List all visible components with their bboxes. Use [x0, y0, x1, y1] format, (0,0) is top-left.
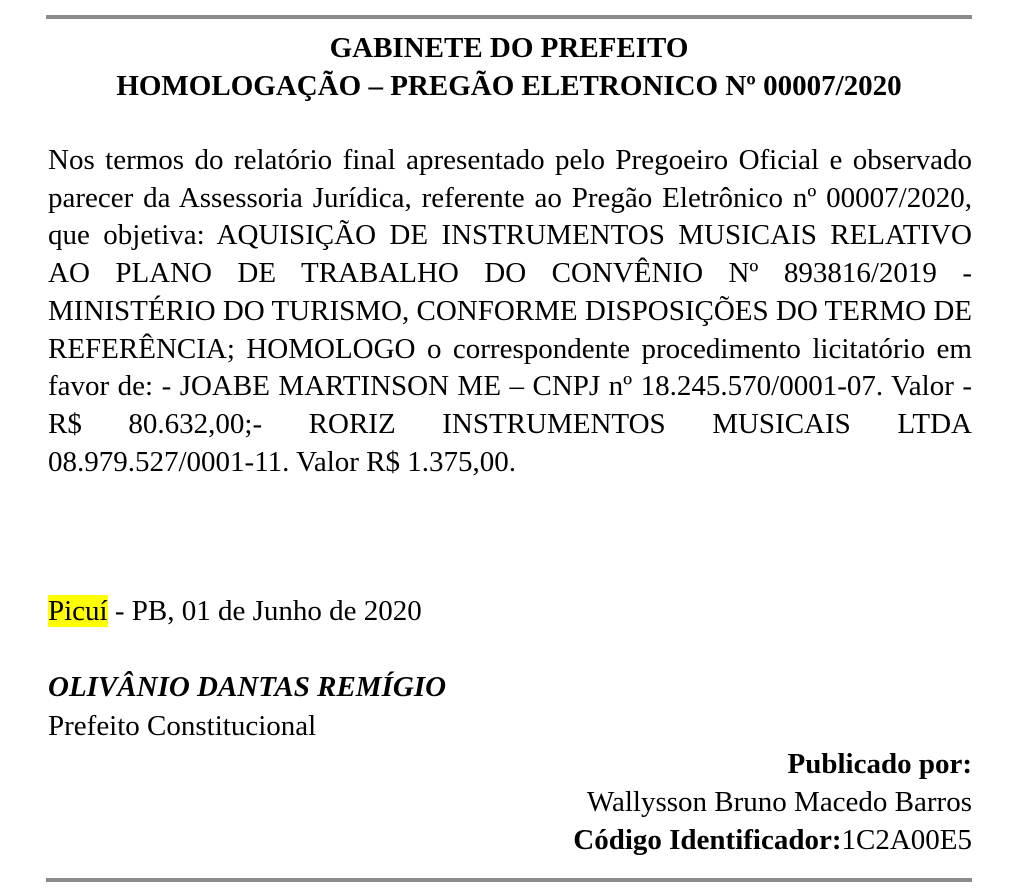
- top-divider: [46, 15, 972, 19]
- homologation-paragraph: Nos termos do relatório final apresentado pelo Pregoeiro Oficial e observado parecer da Assessoria Jurídica, referente ao Pregão Eletrônico nº 00007/2020, que objetiva: AQUISIÇÃO DE INSTRUMENTOS MUSICAIS RELATIVO AO PLANO DE TRABALHO DO CONVÊNIO Nº 893816/2019 - MINISTÉRIO DO TURISMO, CONFORME DISPOSIÇÕES DO TERMO DE REFERÊNCIA; HOMOLOGO o correspondente procedimento licitatório em favor de: - JOABE MARTINSON ME – CNPJ nº 18.245.570/0001-07. Valor - R$ 80.632,00;- RORIZ INSTRUMENTOS MUSICAIS LTDA 08.979.527/0001-11. Valor R$ 1.375,00.: [48, 144, 972, 478]
- publisher-name: Wallysson Bruno Macedo Barros: [586, 786, 972, 818]
- header-homologation-title: HOMOLOGAÇÃO – PREGÃO ELETRONICO Nº 00007/2020: [116, 70, 902, 102]
- identifier-code-value: 1C2A00E5: [841, 824, 972, 856]
- signer-role: Prefeito Constitucional: [48, 710, 317, 742]
- signer-name: OLIVÂNIO DANTAS REMÍGIO: [48, 671, 447, 703]
- header-office: GABINETE DO PREFEITO: [329, 32, 689, 64]
- place-date-line: [48, 592, 422, 630]
- bottom-divider: [46, 878, 972, 882]
- published-by-label: Publicado por:: [787, 748, 972, 780]
- identifier-code-label: Código Identificador:: [573, 824, 842, 856]
- identifier-code-line: [372, 821, 972, 859]
- date-text: - PB, 01 de Junho de 2020: [107, 595, 422, 627]
- city-highlight: Picuí: [48, 595, 108, 627]
